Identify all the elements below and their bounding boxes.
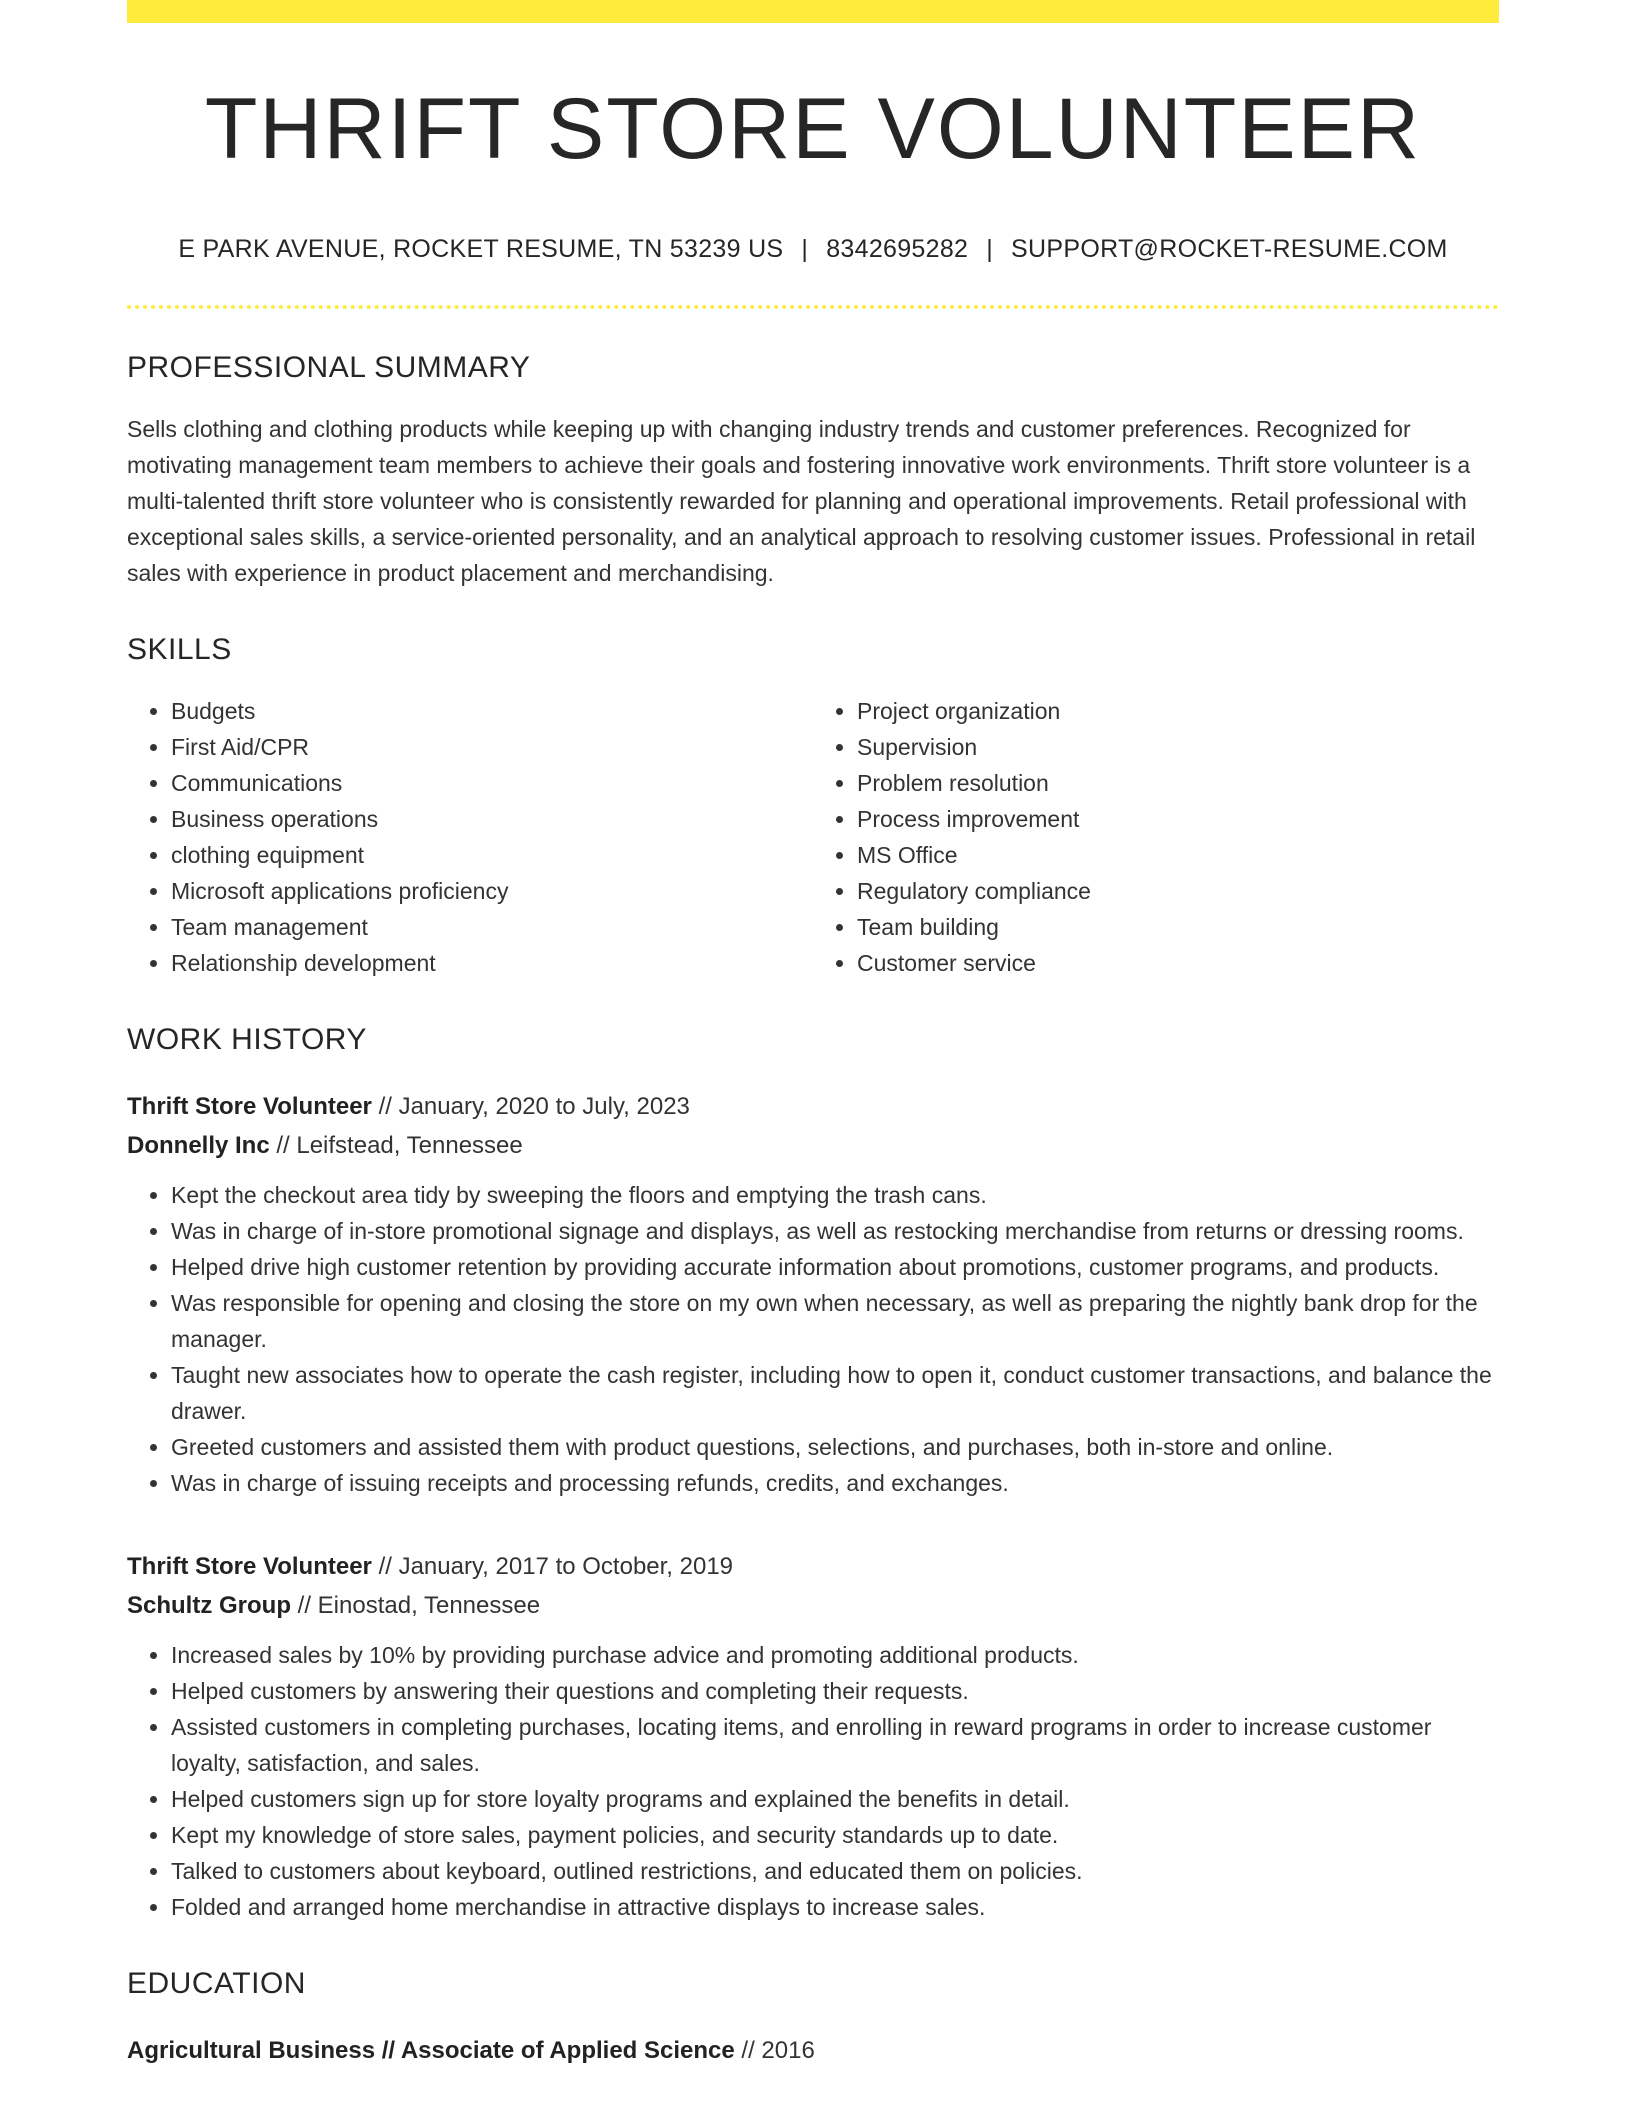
duty-item: • Assisted customers in completing purchases, locating items, and enrolling in reward programs in order to increase customer loyalty, satisfaction, and sales. bbox=[171, 1709, 1499, 1781]
skill-item: • Business operations bbox=[171, 801, 813, 837]
contact-line bbox=[127, 233, 1499, 265]
duty-item: • Increased sales by 10% by providing purchase advice and promoting additional products. bbox=[171, 1637, 1499, 1673]
skill-item: • First Aid/CPR bbox=[171, 729, 813, 765]
skill-item: • Problem resolution bbox=[857, 765, 1499, 801]
duty-item: • Helped customers sign up for store loyalty programs and explained the benefits in detail. bbox=[171, 1781, 1499, 1817]
job-company: Donnelly Inc bbox=[127, 1132, 270, 1159]
job-dates: // January, 2020 to July, 2023 bbox=[371, 1093, 690, 1120]
job-title-line bbox=[127, 1547, 1499, 1586]
skill-item: • Team management bbox=[171, 909, 813, 945]
duty-item: • Was responsible for opening and closing the store on my own when necessary, as well as preparing the nightly bank drop for the manager. bbox=[171, 1285, 1499, 1357]
contact-email: SUPPORT@ROCKET-RESUME.COM bbox=[1011, 235, 1448, 263]
duty-item: • Helped customers by answering their questions and completing their requests. bbox=[171, 1673, 1499, 1709]
skill-item: • Project organization bbox=[857, 693, 1499, 729]
skill-item: • Process improvement bbox=[857, 801, 1499, 837]
job-company-line bbox=[127, 1586, 1499, 1625]
duty-item: • Greeted customers and assisted them with product questions, selections, and purchases, both in-store and online. bbox=[171, 1429, 1499, 1465]
duty-item: • Taught new associates how to operate the cash register, including how to open it, conduct customer transactions, and balance the drawer. bbox=[171, 1357, 1499, 1429]
education-year: // 2016 bbox=[734, 2037, 815, 2064]
skill-item: • Communications bbox=[171, 765, 813, 801]
skills-heading: SKILLS bbox=[127, 633, 232, 666]
skill-item: • Team building bbox=[857, 909, 1499, 945]
skill-item: • Regulatory compliance bbox=[857, 873, 1499, 909]
resume-content bbox=[127, 23, 1499, 2070]
contact-separator: | bbox=[986, 235, 994, 263]
skill-item: • Customer service bbox=[857, 945, 1499, 981]
skills-list bbox=[127, 693, 1499, 981]
job-location: // Einostad, Tennessee bbox=[291, 1592, 541, 1619]
education-degree: Agricultural Business // Associate of Applied Science bbox=[127, 2037, 735, 2064]
duty-item: • Kept the checkout area tidy by sweeping the floors and emptying the trash cans. bbox=[171, 1177, 1499, 1213]
skill-item: • clothing equipment bbox=[171, 837, 813, 873]
duty-item: • Was in charge of issuing receipts and processing refunds, credits, and exchanges. bbox=[171, 1465, 1499, 1501]
education-entry bbox=[127, 2031, 1499, 2070]
job-title-line bbox=[127, 1087, 1499, 1126]
skills-column-right bbox=[813, 693, 1499, 981]
job-company-line bbox=[127, 1126, 1499, 1165]
job-entry bbox=[127, 1547, 1499, 1925]
education-heading: EDUCATION bbox=[127, 1967, 306, 2000]
dotted-divider bbox=[127, 305, 1499, 309]
duty-item: • Talked to customers about keyboard, outlined restrictions, and educated them on policies. bbox=[171, 1853, 1499, 1889]
skill-item: • Supervision bbox=[857, 729, 1499, 765]
skill-item: • MS Office bbox=[857, 837, 1499, 873]
job-company: Schultz Group bbox=[127, 1592, 291, 1619]
skills-column-left bbox=[127, 693, 813, 981]
contact-separator: | bbox=[801, 235, 809, 263]
job-entry bbox=[127, 1087, 1499, 1501]
contact-phone: 8342695282 bbox=[826, 235, 969, 263]
contact-address: E PARK AVENUE, ROCKET RESUME, TN 53239 US bbox=[178, 235, 784, 263]
job-duties bbox=[127, 1637, 1499, 1925]
candidate-name: THRIFT STORE VOLUNTEER bbox=[204, 81, 1422, 177]
skill-item: • Microsoft applications proficiency bbox=[171, 873, 813, 909]
skill-item: • Relationship development bbox=[171, 945, 813, 981]
duty-item: • Folded and arranged home merchandise in attractive displays to increase sales. bbox=[171, 1889, 1499, 1925]
job-role: Thrift Store Volunteer bbox=[127, 1093, 372, 1120]
duty-item: • Kept my knowledge of store sales, payment policies, and security standards up to date. bbox=[171, 1817, 1499, 1853]
summary-text: Sells clothing and clothing products while keeping up with changing industry trends and customer preferences. Recognized for motivating management team members to achieve their goals and fostering innovative work environments. Thrift store volunteer is a multi-talented thrift store volunteer who is consistently rewarded for planning and operational improvements. Retail professional with exceptional sales skills, a service-oriented personality, and an analytical approach to resolving customer issues. Professional in retail sales with experience in product placement and merchandising. bbox=[127, 416, 1476, 586]
duty-item: • Helped drive high customer retention by providing accurate information about promotions, customer programs, and products. bbox=[171, 1249, 1499, 1285]
skill-item: • Budgets bbox=[171, 693, 813, 729]
job-duties bbox=[127, 1177, 1499, 1501]
job-role: Thrift Store Volunteer bbox=[127, 1553, 372, 1580]
job-dates: // January, 2017 to October, 2019 bbox=[371, 1553, 734, 1580]
job-location: // Leifstead, Tennessee bbox=[269, 1132, 523, 1159]
accent-top-bar bbox=[127, 0, 1499, 23]
duty-item: • Was in charge of in-store promotional signage and displays, as well as restocking merchandise from returns or dressing rooms. bbox=[171, 1213, 1499, 1249]
summary-heading: PROFESSIONAL SUMMARY bbox=[127, 351, 531, 384]
work-history-heading: WORK HISTORY bbox=[127, 1023, 367, 1056]
